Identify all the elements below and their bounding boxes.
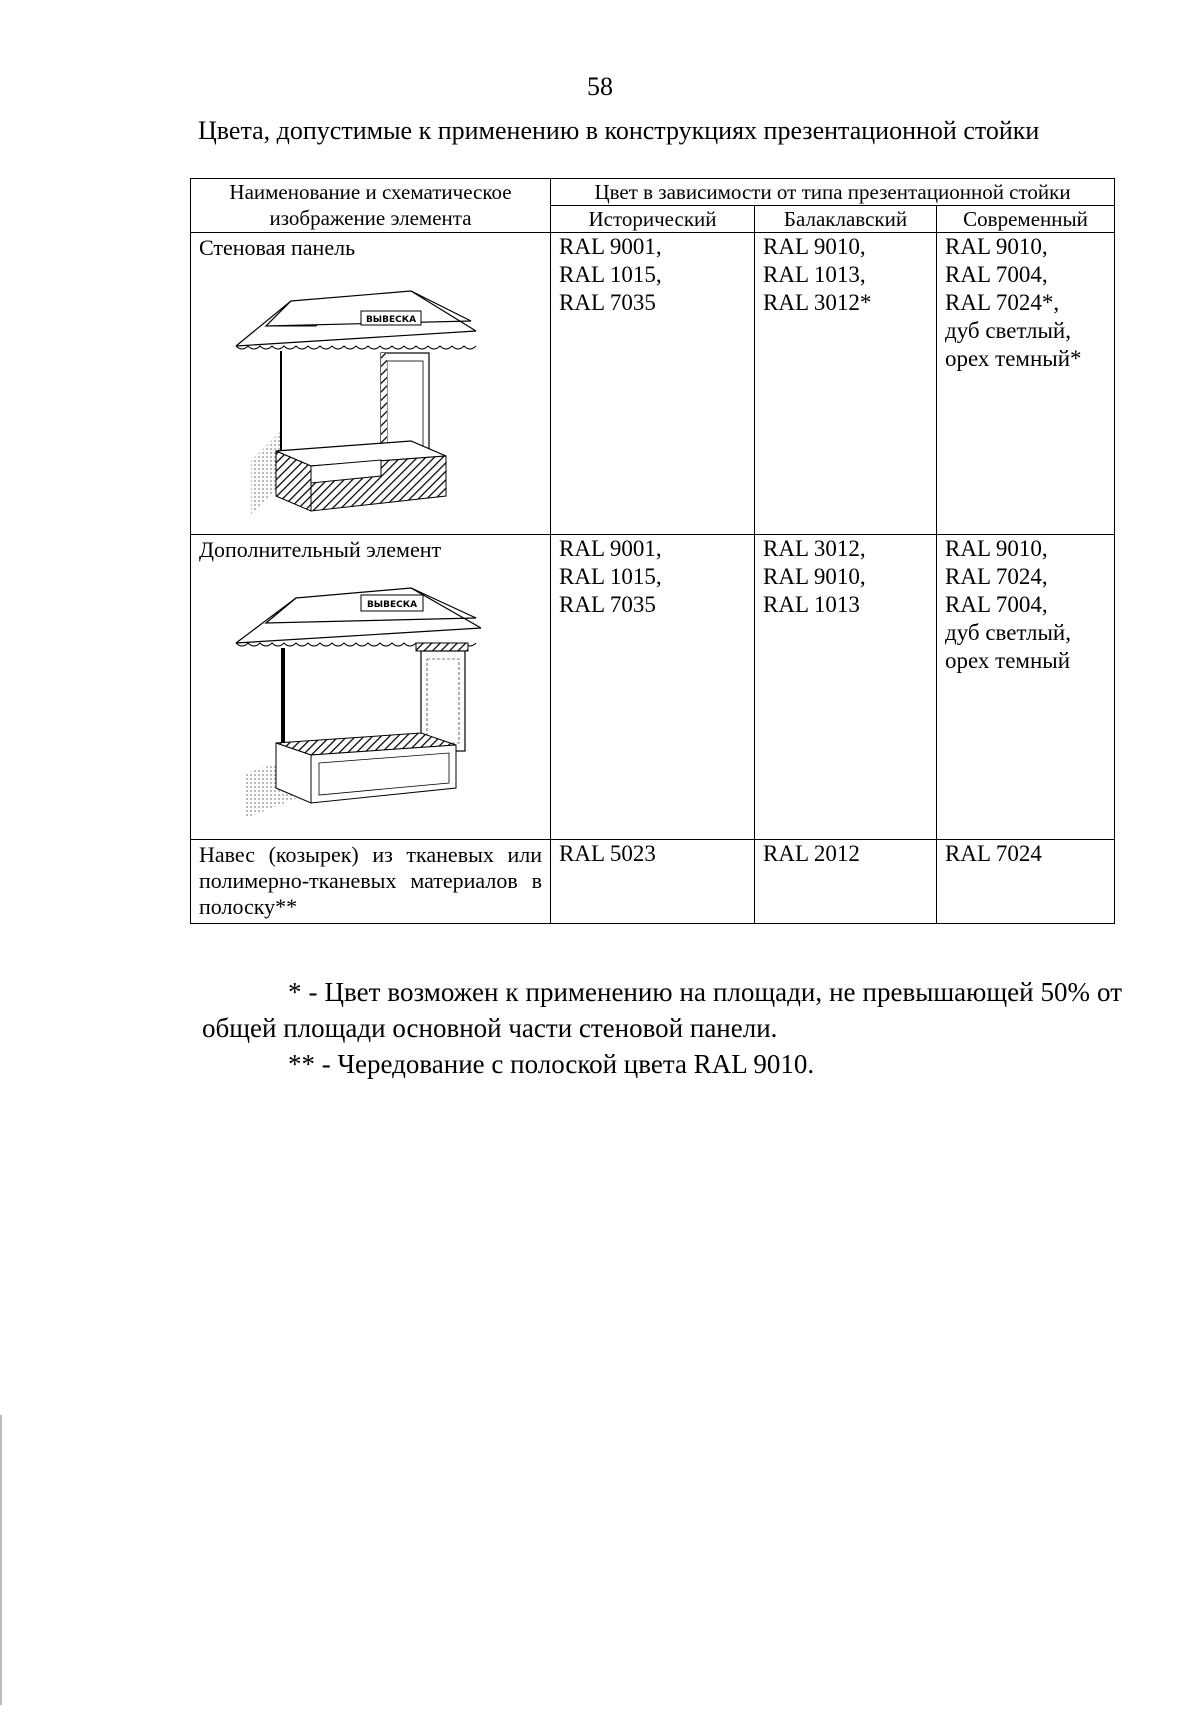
footnotes [202, 974, 1122, 1082]
table-row [191, 233, 1115, 535]
table-row [191, 840, 1115, 924]
value-line: RAL 1013 [763, 592, 860, 617]
value-cell-balaklava [755, 840, 937, 924]
value-line: дуб светлый, [945, 620, 1071, 645]
value-line: RAL 7024 [945, 841, 1042, 866]
value-line: RAL 9010, [945, 536, 1048, 561]
element-cell [191, 233, 551, 535]
header-type-modern: Современный [937, 206, 1115, 233]
value-line: RAL 7024, [945, 564, 1048, 589]
colors-table [190, 178, 1115, 924]
value-line: орех темный* [945, 346, 1082, 371]
value-line: RAL 9001, [559, 536, 662, 561]
value-line: RAL 2012 [763, 841, 860, 866]
value-line: RAL 9010, [763, 234, 866, 259]
value-line: RAL 3012, [763, 536, 866, 561]
value-line: RAL 1013, [763, 262, 866, 287]
value-line: RAL 7035 [559, 290, 656, 315]
value-cell-balaklava [755, 233, 937, 535]
value-line: RAL 1015, [559, 262, 662, 287]
header-type-historical: Исторический [551, 206, 755, 233]
value-line: RAL 5023 [559, 841, 656, 866]
element-label: Дополнительный элемент [199, 537, 442, 562]
value-cell-modern [937, 233, 1115, 535]
element-cell [191, 840, 551, 924]
value-line: RAL 7024*, [945, 290, 1060, 315]
scan-margin-line [0, 1415, 2, 1705]
header-element-name: Наименование и схематическое изображение элемента [191, 179, 551, 233]
value-cell-historical [551, 840, 755, 924]
value-line: дуб светлый, [945, 318, 1071, 343]
value-cell-modern [937, 840, 1115, 924]
sign-text: ВЫВЕСКА [365, 315, 417, 325]
header-color-group: Цвет в зависимости от типа презентационной стойки [551, 179, 1115, 206]
value-cell-historical [551, 535, 755, 840]
page-title: Цвета, допустимые к применению в конструкциях презентационной стойки [198, 116, 1040, 145]
table-row [191, 535, 1115, 840]
value-line: RAL 9001, [559, 234, 662, 259]
table-header-row [191, 179, 1115, 206]
value-line: RAL 3012* [763, 290, 872, 315]
element-label: Навес (козырек) из тканевых или полимерно-тканевых материалов в полоску** [199, 842, 542, 919]
footnote-double-asterisk: ** - Чередование с полоской цвета RAL 9010. [288, 1049, 815, 1079]
value-line: RAL 9010, [763, 564, 866, 589]
footnote-single-asterisk: * - Цвет возможен к применению на площади, не превышающей 50% от общей площади основной части стеновой панели. [202, 977, 1122, 1043]
value-cell-historical [551, 233, 755, 535]
value-line: RAL 1015, [559, 564, 662, 589]
value-line: RAL 9010, [945, 234, 1048, 259]
element-cell [191, 535, 551, 840]
header-type-balaklava: Балаклавский [755, 206, 937, 233]
element-label: Стеновая панель [199, 235, 356, 260]
additional-element-kiosk-drawing [221, 573, 521, 823]
value-cell-modern [937, 535, 1115, 840]
value-line: RAL 7004, [945, 592, 1048, 617]
page-number: 58 [587, 72, 613, 101]
value-line: орех темный [945, 648, 1071, 673]
sign-text: ВЫВЕСКА [366, 600, 418, 610]
value-line: RAL 7035 [559, 592, 656, 617]
value-line: RAL 7004, [945, 262, 1048, 287]
value-cell-balaklava [755, 535, 937, 840]
wall-panel-kiosk-drawing [221, 271, 521, 526]
